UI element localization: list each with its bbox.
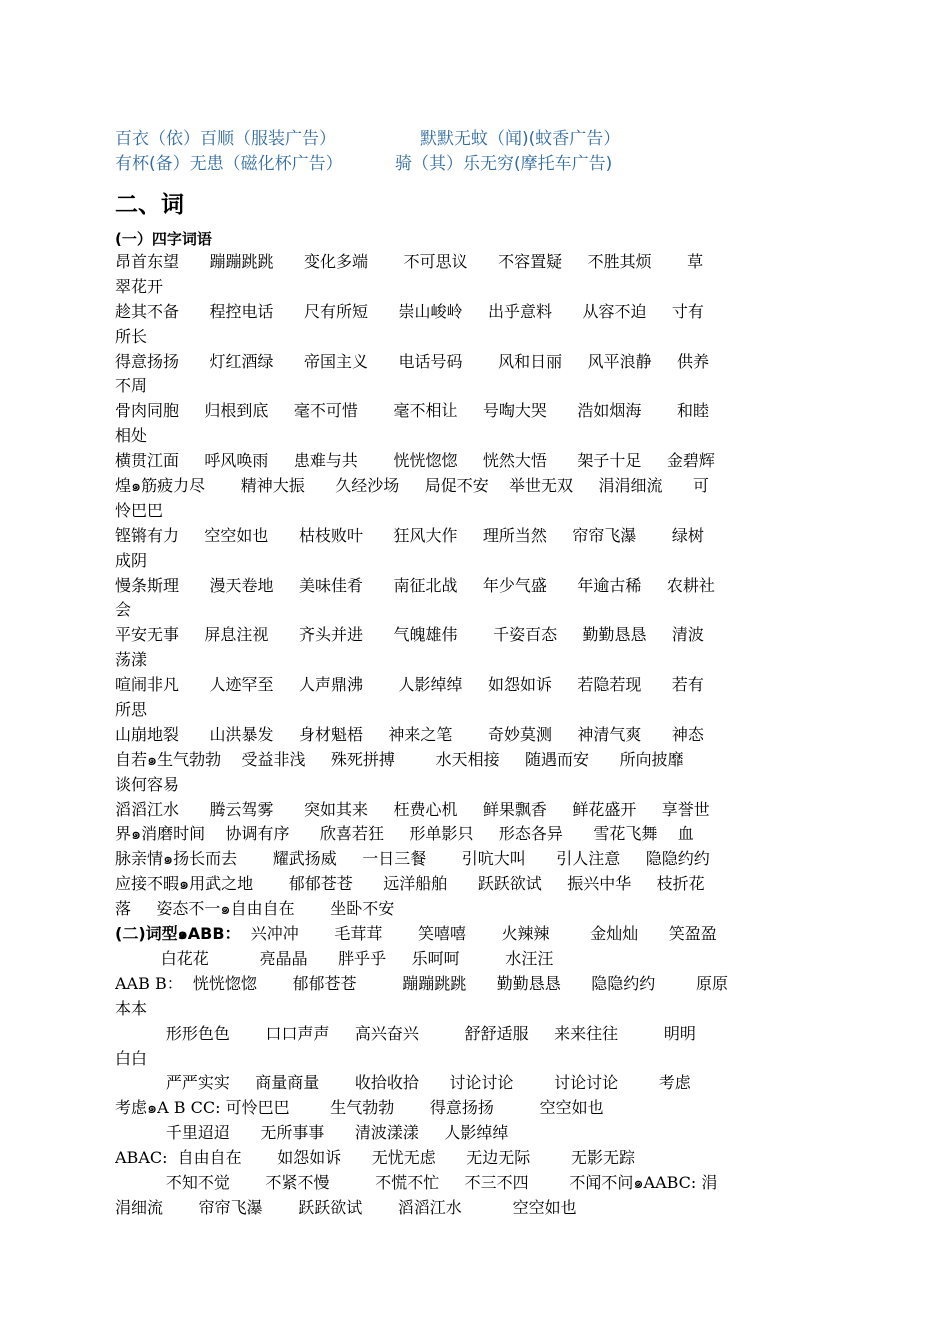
text-line: 涓细流 帘帘飞瀑 跃跃欲试 滔滔江水 空空如也: [115, 1197, 577, 1217]
text-line: 严严实实 商量商量 收拾收拾 讨论讨论 讨论讨论 考虑: [115, 1073, 691, 1093]
word-list: [115, 250, 835, 1221]
text-line: 慢条斯理 漫天卷地 美味佳肴 南征北战 年少气盛 年逾古稀 农耕社: [115, 575, 715, 595]
text-line: 所思: [115, 700, 148, 720]
text-line: 不周: [115, 376, 148, 396]
text-line: 得意扬扬 灯红酒绿 帝国主义 电话号码 风和日丽 风平浪静 供养: [115, 351, 710, 371]
text-line: 考虑๑A B CC: 可怜巴巴 生气勃勃 得意扬扬 空空如也: [115, 1098, 604, 1118]
text-line: 平安无事 屏息注视 齐头并进 气魄雄伟 千姿百态 勤勤恳恳 清波: [115, 625, 704, 645]
text-line: 荡漾: [115, 650, 148, 670]
text-line: ABAC: 自由自在 如怨如诉 无忧无虑 无边无际 无影无踪: [115, 1148, 635, 1168]
text-line: 喧闹非凡 人迹罕至 人声鼎沸 人影绰绰 如怨如诉 若隐若现 若有: [115, 675, 704, 695]
text-line: 趁其不备 程控电话 尺有所短 崇山峻岭 出乎意料 从容不迫 寸有: [115, 301, 704, 321]
text-line: 形形色色 口口声声 高兴奋兴 舒舒适服 来来往往 明明: [115, 1023, 696, 1043]
text-line: 不知不觉 不紧不慢 不慌不忙 不三不四 不闻不问๑AABC: 涓: [115, 1172, 718, 1192]
text-line: 骨肉同胞 归根到底 毫不可惜 毫不相让 号啕大哭 浩如烟海 和睦: [115, 401, 710, 421]
text-line: 白白: [115, 1048, 148, 1068]
text-line: 滔滔江水 腾云驾雾 突如其来 枉费心机 鲜果飘香 鲜花盛开 享誉世: [115, 799, 710, 819]
text-line: 横贯江面 呼风唤雨 患难与共 恍恍惚惚 恍然大悟 架子十足 金碧辉: [115, 451, 715, 471]
text-line: 昂首东望 蹦蹦跳跳 变化多端 不可思议 不容置疑 不胜其烦 草: [115, 252, 704, 271]
ad-slogan: 骑（其）乐无穷(摩托车广告): [395, 154, 613, 174]
text-line: 会: [115, 600, 132, 620]
subsection-title: (一）四字词语: [115, 230, 212, 248]
ad-slogan: 默默无蚊（闻)(蚊香广告）: [420, 129, 621, 149]
ad-slogans: [115, 124, 835, 174]
text-line: 千里迢迢 无所事事 清波漾漾 人影绰绰: [115, 1123, 509, 1143]
text-line: 相处: [115, 426, 148, 446]
text-line: 所长: [115, 326, 148, 346]
text-line: 煌๑筋疲力尽 精神大振 久经沙场 局促不安 举世无双 涓涓细流 可: [115, 476, 709, 496]
text-line: 脉亲情๑扬长而去 耀武扬威 一日三餐 引吭大叫 引人注意 隐隐约约: [115, 849, 710, 869]
ad-row: [115, 124, 835, 149]
text-line: 成阴: [115, 550, 148, 570]
text-line: AAB B： 恍恍惚惚 郁郁苍苍 蹦蹦跳跳 勤勤恳恳 隐隐约约 原原: [115, 973, 728, 993]
ad-slogan: 有杯(备）无患（磁化杯广告）: [115, 154, 343, 174]
section-title: 二、词: [115, 192, 184, 218]
text-line: 本本: [115, 998, 148, 1018]
text-line: 谈何容易: [115, 774, 180, 794]
text-line: 翠花开: [115, 276, 164, 296]
text-line: 山崩地裂 山洪暴发 身材魁梧 神来之笔 奇妙莫测 神清气爽 神态: [115, 724, 704, 744]
text-line: 应接不暇๑用武之地 郁郁苍苍 远洋船舶 跃跃欲试 振兴中华 枝折花: [115, 874, 705, 894]
text-line: 白花花 亮晶晶 胖乎乎 乐呵呵 水汪汪: [115, 948, 554, 968]
text-line: 自若๑生气勃勃 受益非浅 殊死拼搏 水天相接 随遇而安 所向披靡: [115, 749, 684, 769]
text-line: 铿锵有力 空空如也 枯枝败叶 狂风大作 理所当然 帘帘飞瀑 绿树: [115, 525, 704, 545]
text-line: (二)词型๑ABB： 兴冲冲 毛茸茸 笑嘻嘻 火辣辣 金灿灿 笑盈盈: [115, 924, 717, 944]
text-line: 界๑消磨时间 协调有序 欣喜若狂 形单影只 形态各异 雪花飞舞 血: [115, 824, 694, 844]
text-line: 怜巴巴: [115, 500, 164, 520]
ad-slogan: 百衣（依）百顺（服装广告）: [115, 129, 336, 149]
text-line: 落 姿态不一๑自由自在 坐卧不安: [115, 899, 395, 919]
ad-row: [115, 149, 835, 174]
